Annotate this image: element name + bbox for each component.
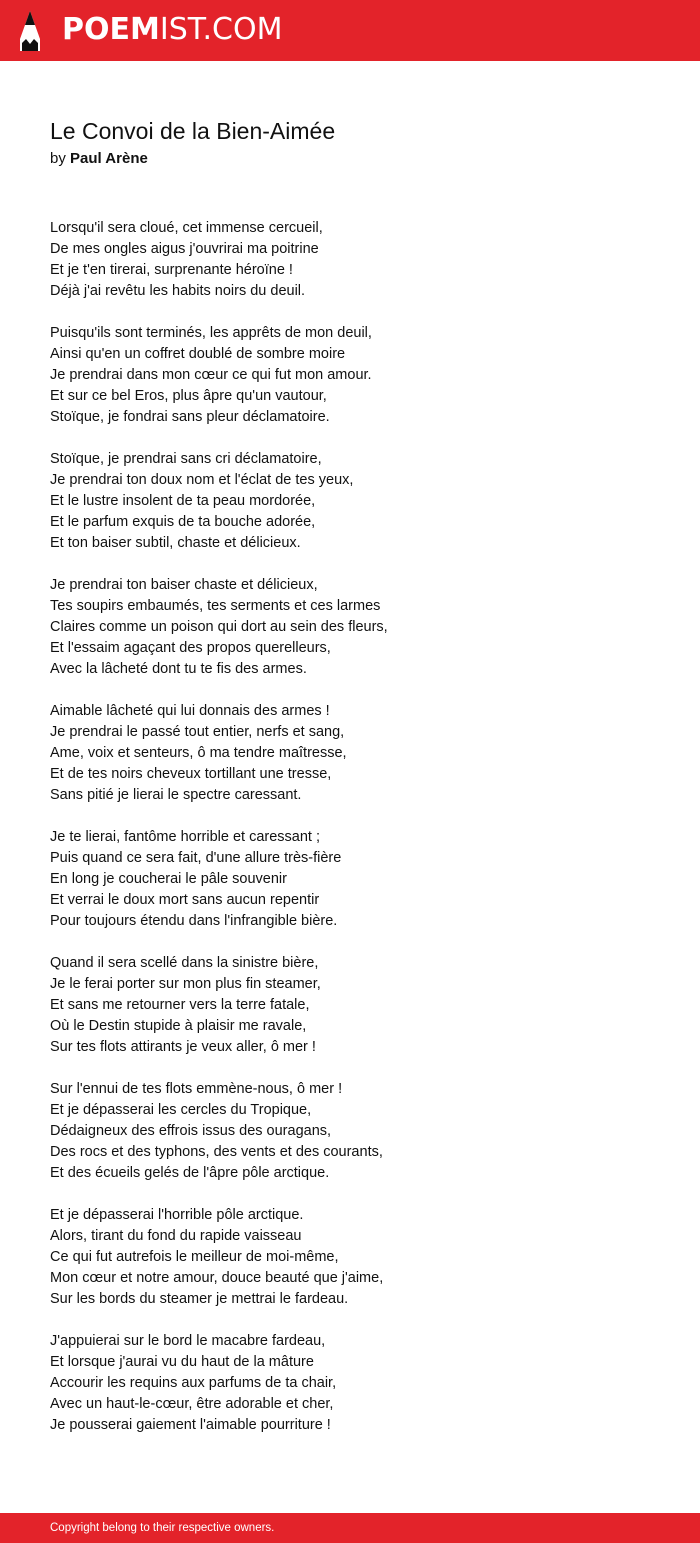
poem-line: Je te lierai, fantôme horrible et caressant ; [50,829,320,845]
stanza [50,701,650,806]
stanza [50,575,650,680]
site-footer [0,1513,700,1543]
poem-line: En long je coucherai le pâle souvenir [50,871,287,887]
poem-line: Aimable lâcheté qui lui donnais des armes ! [50,703,330,719]
site-header [0,0,700,61]
poem-line: Et je dépasserai l'horrible pôle arctique. [50,1207,304,1223]
poem-line: Tes soupirs embaumés, tes serments et ces larmes [50,598,381,614]
poem-line: Puis quand ce sera fait, d'une allure très-fière [50,850,342,866]
poem-line: Je prendrai ton baiser chaste et délicieux, [50,577,318,593]
poem-line: Pour toujours étendu dans l'infrangible bière. [50,913,338,929]
poem-line: Déjà j'ai revêtu les habits noirs du deuil. [50,283,306,299]
poem-line: Sur tes flots attirants je veux aller, ô mer ! [50,1039,316,1055]
poem-line: Et de tes noirs cheveux tortillant une tresse, [50,766,332,782]
poem-line: Avec un haut-le-cœur, être adorable et cher, [50,1396,334,1412]
stanza [50,827,650,932]
poem-line: Et sans me retourner vers la terre fatale, [50,997,310,1013]
poem-line: Sans pitié je lierai le spectre caressant. [50,787,302,803]
pencil-tip-icon[interactable] [18,9,42,53]
poem-line: Dédaigneux des effrois issus des ouragans, [50,1123,332,1139]
poem-line: Et je t'en tirerai, surprenante héroïne ! [50,262,293,278]
poem-line: Où le Destin stupide à plaisir me ravale, [50,1018,307,1034]
poem-line: Stoïque, je prendrai sans cri déclamatoire, [50,451,322,467]
poem-line: Puisqu'ils sont terminés, les apprêts de mon deuil, [50,325,372,341]
poem-line: Et verrai le doux mort sans aucun repentir [50,892,320,908]
logo-bold-text: POEM [62,12,160,47]
poem-line: De mes ongles aigus j'ouvrirai ma poitrine [50,241,319,257]
poem-line: Et ton baiser subtil, chaste et délicieux. [50,535,301,551]
poem-line: Je le ferai porter sur mon plus fin steamer, [50,976,321,992]
logo-light-text: IST.COM [159,12,283,47]
poem-line: Des rocs et des typhons, des vents et des courants, [50,1144,383,1160]
poem-title: Le Convoi de la Bien-Aimée [50,118,336,144]
poem-line: Avec la lâcheté dont tu te fis des armes. [50,661,307,677]
poem-line: Mon cœur et notre amour, douce beauté que j'aime, [50,1270,384,1286]
poem-line: Je pousserai gaiement l'aimable pourriture ! [50,1417,331,1433]
poem-line: Je prendrai dans mon cœur ce qui fut mon amour. [50,367,372,383]
poem-line: Et le lustre insolent de ta peau mordorée, [50,493,316,509]
poem-line: J'appuierai sur le bord le macabre fardeau, [50,1333,326,1349]
stanza [50,953,650,1058]
site-logo[interactable] [62,12,282,48]
poem-line: Lorsqu'il sera cloué, cet immense cercueil, [50,220,323,236]
stanza [50,1331,650,1436]
poem-line: Et le parfum exquis de ta bouche adorée, [50,514,316,530]
poem-author[interactable]: Paul Arène [70,150,148,167]
stanza [50,1205,650,1310]
poem-body [50,218,650,1457]
poem-byline [50,148,148,170]
stanza [50,1079,650,1184]
stanza [50,449,650,554]
poem-line: Sur l'ennui de tes flots emmène-nous, ô mer ! [50,1081,343,1097]
poem-line: Et je dépasserai les cercles du Tropique, [50,1102,312,1118]
poem-line: Claires comme un poison qui dort au sein des fleurs, [50,619,388,635]
poem-line: Je prendrai le passé tout entier, nerfs et sang, [50,724,345,740]
stanza [50,218,650,302]
stanza [50,323,650,428]
poem-line: Et lorsque j'aurai vu du haut de la mâture [50,1354,314,1370]
poem-line: Ce qui fut autrefois le meilleur de moi-même, [50,1249,339,1265]
copyright-notice: Copyright belong to their respective owners. [50,1522,275,1534]
poem-line: Ame, voix et senteurs, ô ma tendre maîtresse, [50,745,347,761]
poem-line: Et des écueils gelés de l'âpre pôle arctique. [50,1165,330,1181]
poem-line: Sur les bords du steamer je mettrai le fardeau. [50,1291,349,1307]
poem-line: Alors, tirant du fond du rapide vaisseau [50,1228,302,1244]
poem-line: Ainsi qu'en un coffret doublé de sombre moire [50,346,346,362]
poem-line: Accourir les requins aux parfums de ta chair, [50,1375,337,1391]
poem-line: Quand il sera scellé dans la sinistre bière, [50,955,319,971]
poem-line: Et l'essaim agaçant des propos querelleurs, [50,640,331,656]
poem-line: Et sur ce bel Eros, plus âpre qu'un vautour, [50,388,327,404]
poem-line: Stoïque, je fondrai sans pleur déclamatoire. [50,409,330,425]
poem-line: Je prendrai ton doux nom et l'éclat de tes yeux, [50,472,354,488]
byline-prefix: by [50,150,66,167]
